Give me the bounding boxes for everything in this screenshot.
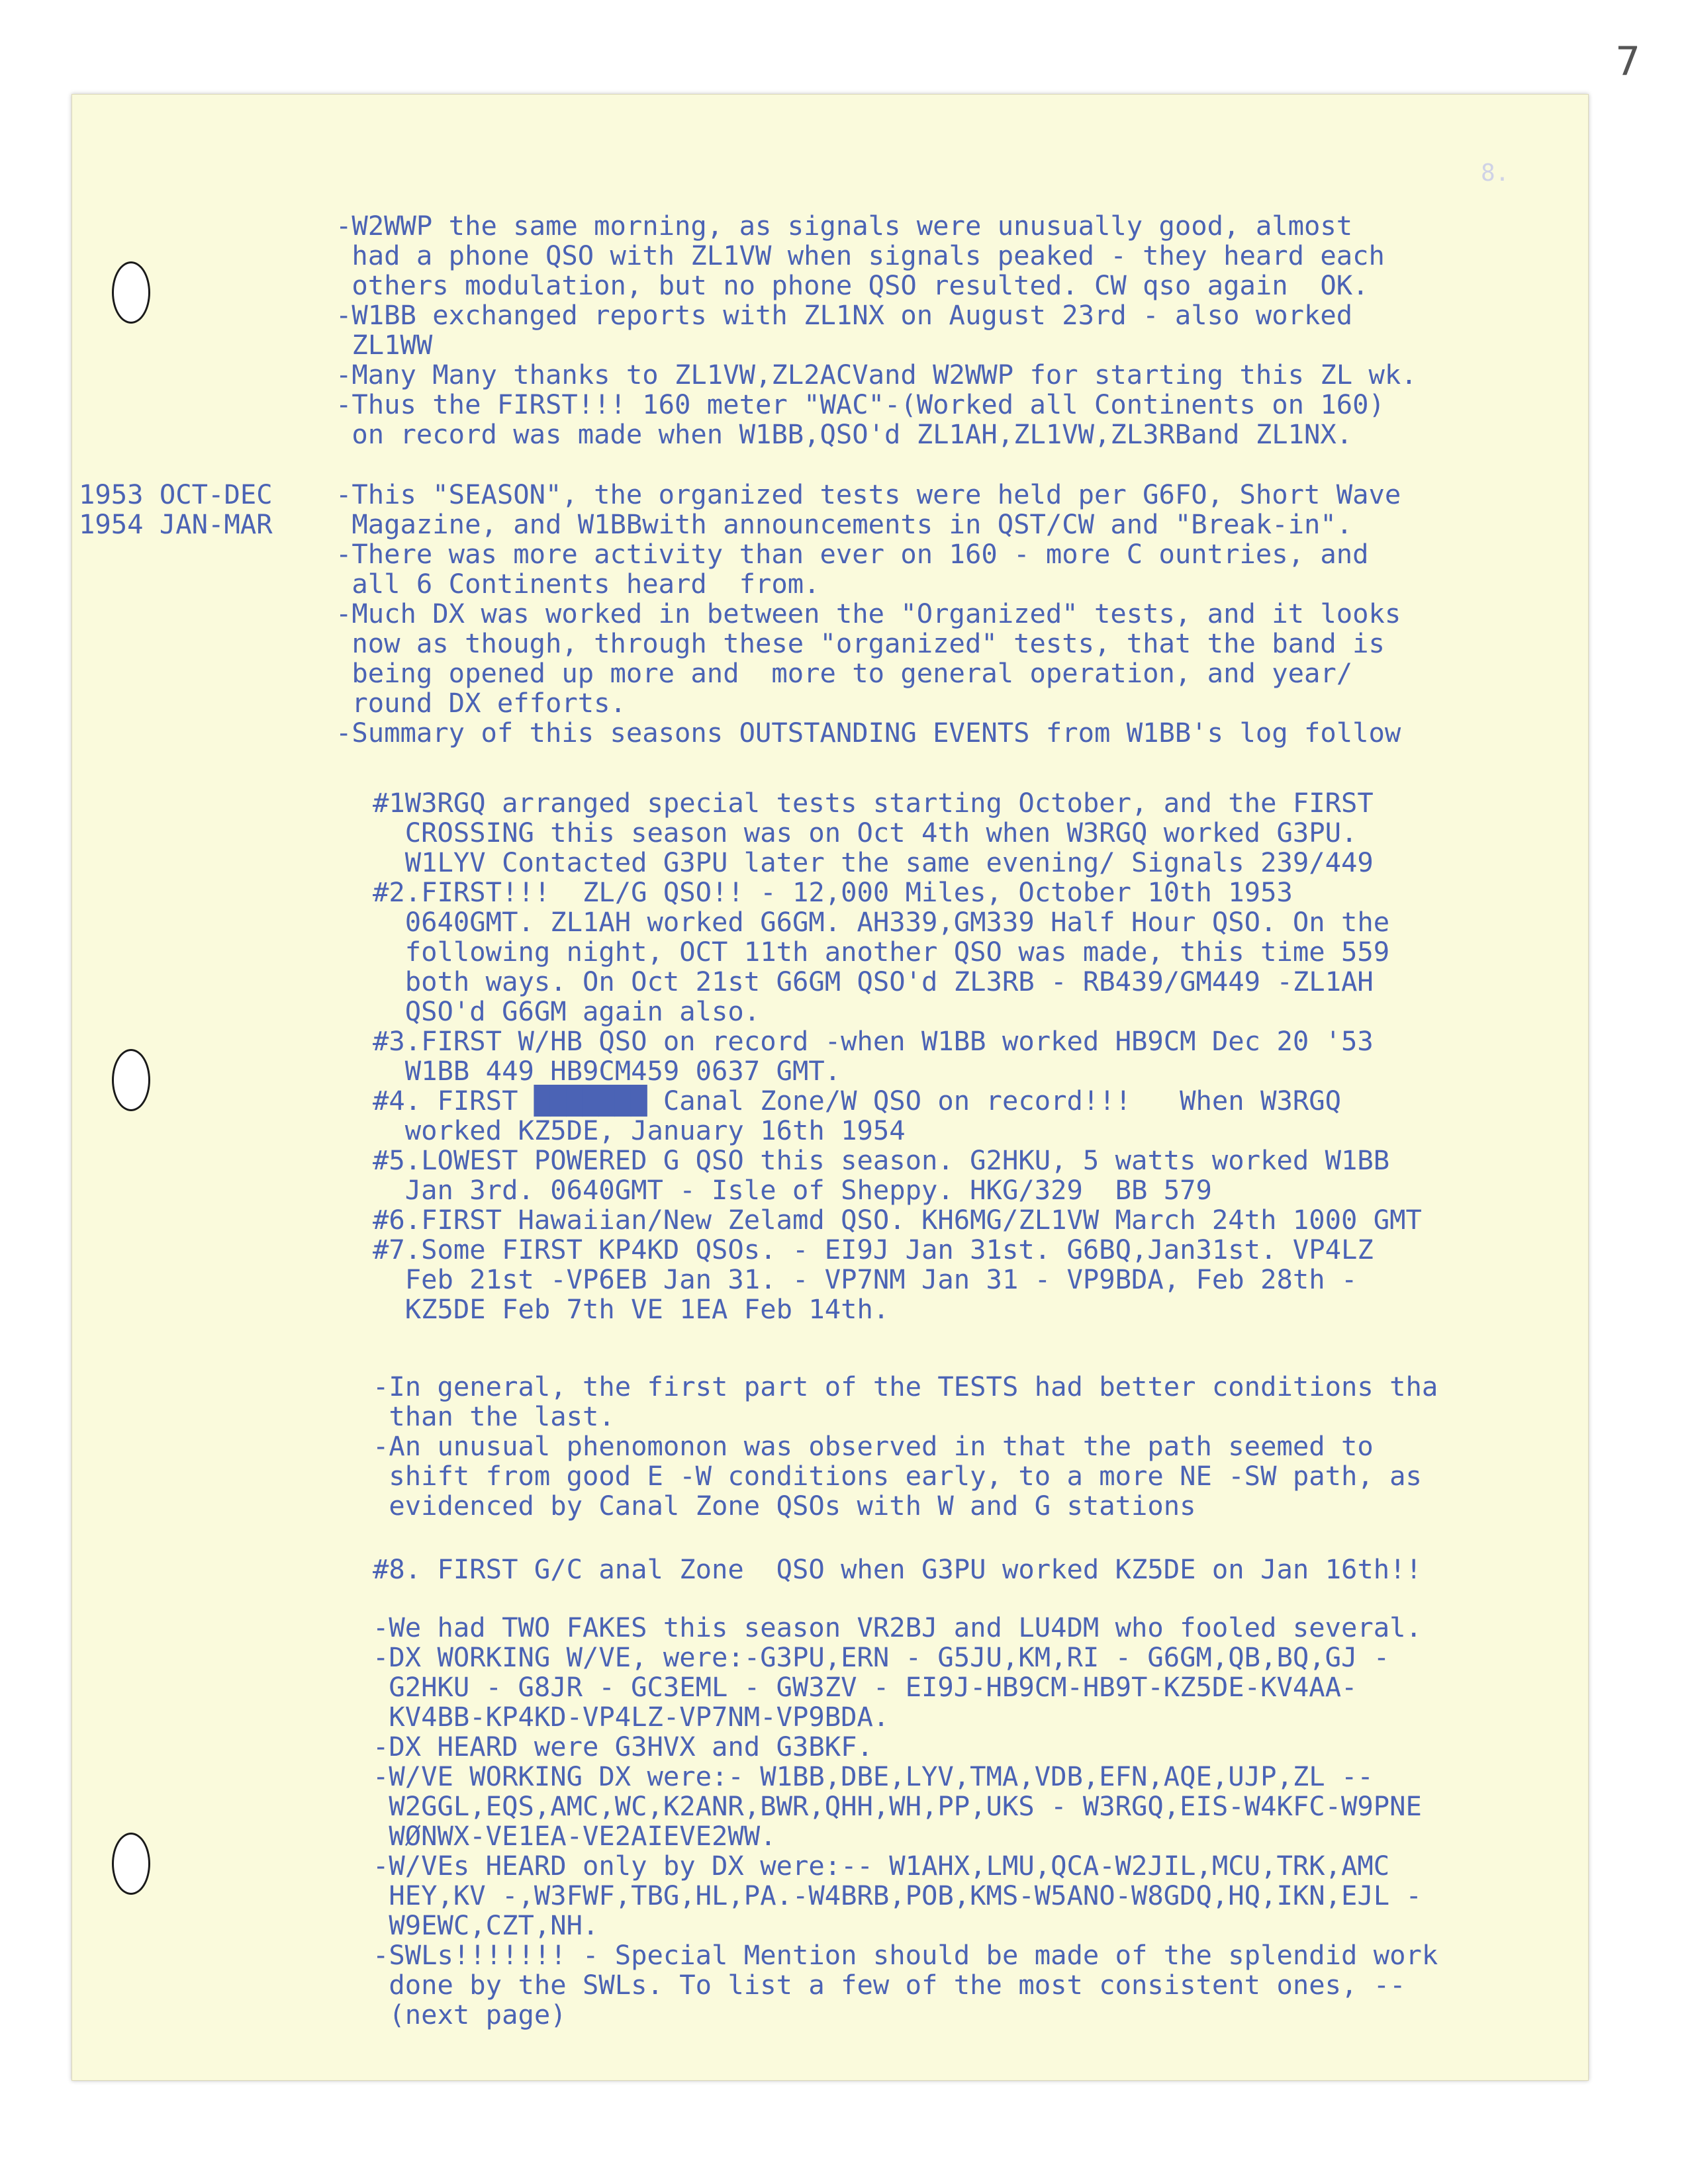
typed-line: -DX WORKING W/VE, were:-G3PU,ERN - G5JU,KM,RI - G6GM,QB,BQ,GJ - <box>373 1641 1390 1673</box>
typed-line: 0640GMT. ZL1AH worked G6GM. AH339,GM339 Half Hour QSO. On the <box>373 906 1390 938</box>
typed-line: Magazine, and W1BBwith announcements in QST/CW and "Break-in". <box>336 508 1353 540</box>
typed-line: -An unusual phenomonon was observed in that the path seemed to <box>373 1430 1374 1462</box>
typed-line: #1W3RGQ arranged special tests starting October, and the FIRST <box>373 787 1374 819</box>
typed-line: W2GGL,EQS,AMC,WC,K2ANR,BWR,QHH,WH,PP,UKS - W3RGQ,EIS-W4KFC-W9PNE <box>373 1790 1422 1822</box>
typed-line: both ways. On Oct 21st G6GM QSO'd ZL3RB - RB439/GM449 -ZL1AH <box>373 966 1374 997</box>
typed-line: #4. FIRST ███████ Canal Zone/W QSO on record!!! When W3RGQ <box>373 1085 1341 1116</box>
typed-line: #7.Some FIRST KP4KD QSOs. - EI9J Jan 31st. G6BQ,Jan31st. VP4LZ <box>373 1234 1374 1265</box>
typed-line: others modulation, but no phone QSO resulted. CW qso again OK. <box>336 269 1369 301</box>
typed-line: G2HKU - G8JR - GC3EML - GW3ZV - EI9J-HB9CM-HB9T-KZ5DE-KV4AA- <box>373 1671 1358 1703</box>
typed-line: all 6 Continents heard from. <box>336 568 820 600</box>
typed-line: -W1BB exchanged reports with ZL1NX on August 23rd - also worked <box>336 299 1353 331</box>
text-block-2 <box>336 480 1401 748</box>
typed-line: -DX HEARD were G3HVX and G3BKF. <box>373 1731 873 1762</box>
typed-line: being opened up more and more to general operation, and year/ <box>336 657 1353 689</box>
typed-page-number: 8. <box>1481 159 1510 187</box>
typed-line: W9EWC,CZT,NH. <box>373 1909 599 1941</box>
typed-text <box>72 95 1588 2080</box>
typed-line: -Many Many thanks to ZL1VW,ZL2ACVand W2WWP for starting this ZL wk. <box>336 359 1417 390</box>
typed-line: (next page) <box>373 1999 567 2030</box>
typed-line: KZ5DE Feb 7th VE 1EA Feb 14th. <box>373 1293 890 1325</box>
typed-line: on record was made when W1BB,QSO'd ZL1AH,ZL1VW,ZL3RBand ZL1NX. <box>336 418 1353 450</box>
typed-line: had a phone QSO with ZL1VW when signals peaked - they heard each <box>336 240 1385 271</box>
typed-line: HEY,KV -,W3FWF,TBG,HL,PA.-W4BRB,POB,KMS-W5ANO-W8GDQ,HQ,IKN,EJL - <box>373 1880 1422 1911</box>
typed-line: -W/VE WORKING DX were:- W1BB,DBE,LYV,TMA,VDB,EFN,AQE,UJP,ZL -- <box>373 1760 1374 1792</box>
typed-line: following night, OCT 11th another QSO was made, this time 559 <box>373 936 1390 968</box>
typed-line: CROSSING this season was on Oct 4th when W3RGQ worked G3PU. <box>373 817 1358 848</box>
typed-line: W1BB 449 HB9CM459 0637 GMT. <box>373 1055 841 1087</box>
typed-line: KV4BB-KP4KD-VP4LZ-VP7NM-VP9BDA. <box>373 1701 890 1733</box>
typed-line: #6.FIRST Hawaiian/New Zelamd QSO. KH6MG/ZL1VW March 24th 1000 GMT <box>373 1204 1422 1236</box>
typed-line: ZL1WW <box>336 329 433 361</box>
typed-line: WØNWX-VE1EA-VE2AIEVE2WW. <box>373 1820 776 1852</box>
typed-line: than the last. <box>373 1400 615 1432</box>
typed-line: QSO'd G6GM again also. <box>373 995 761 1027</box>
corner-page-number: 7 <box>1615 38 1641 85</box>
season-date-1953: 1953 OCT-DEC <box>79 478 273 510</box>
typed-line: round DX efforts. <box>336 687 626 719</box>
text-block-1 <box>336 211 1417 449</box>
typed-sheet <box>71 94 1589 2081</box>
season-date-1954: 1954 JAN-MAR <box>79 508 273 540</box>
typed-line: done by the SWLs. To list a few of the most consistent ones, -- <box>373 1969 1406 2001</box>
typed-line: -Thus the FIRST!!! 160 meter "WAC"-(Worked all Continents on 160) <box>336 388 1385 420</box>
typed-line: -In general, the first part of the TESTS had better conditions tha <box>373 1371 1438 1402</box>
typed-line: -There was more activity than ever on 160 - more C ountries, and <box>336 538 1369 570</box>
typed-line: -We had TWO FAKES this season VR2BJ and LU4DM who fooled several. <box>373 1612 1422 1643</box>
typed-line: -This "SEASON", the organized tests were held per G6FO, Short Wave <box>336 478 1401 510</box>
text-block-3 <box>373 788 1422 1324</box>
typed-line: #3.FIRST W/HB QSO on record -when W1BB worked HB9CM Dec 20 '53 <box>373 1025 1374 1057</box>
typed-line: #2.FIRST!!! ZL/G QSO!! - 12,000 Miles, October 10th 1953 <box>373 876 1293 908</box>
typed-line: shift from good E -W conditions early, to a more NE -SW path, as <box>373 1460 1422 1492</box>
typed-line: evidenced by Canal Zone QSOs with W and G stations <box>373 1490 1196 1522</box>
text-block-6 <box>373 1613 1438 2030</box>
typed-line: -Summary of this seasons OUTSTANDING EVENTS from W1BB's log follow <box>336 717 1401 749</box>
text-block-4 <box>373 1372 1438 1521</box>
typed-line: #8. FIRST G/C anal Zone QSO when G3PU worked KZ5DE on Jan 16th!! <box>373 1553 1422 1585</box>
typed-line: now as though, through these "organized" tests, that the band is <box>336 627 1385 659</box>
typed-line: -W2WWP the same morning, as signals were unusually good, almost <box>336 210 1353 242</box>
typed-line: #5.LOWEST POWERED G QSO this season. G2HKU, 5 watts worked W1BB <box>373 1144 1390 1176</box>
typed-line: Jan 3rd. 0640GMT - Isle of Sheppy. HKG/329 BB 579 <box>373 1174 1212 1206</box>
text-block-5 <box>373 1555 1422 1584</box>
typed-line: -SWLs!!!!!!! - Special Mention should be made of the splendid work <box>373 1939 1438 1971</box>
typed-line: -W/VEs HEARD only by DX were:-- W1AHX,LMU,QCA-W2JIL,MCU,TRK,AMC <box>373 1850 1390 1882</box>
typed-line: W1LYV Contacted G3PU later the same evening/ Signals 239/449 <box>373 846 1374 878</box>
typed-line: worked KZ5DE, January 16th 1954 <box>373 1115 906 1146</box>
typed-line: -Much DX was worked in between the "Organized" tests, and it looks <box>336 598 1401 629</box>
typed-line: Feb 21st -VP6EB Jan 31. - VP7NM Jan 31 - VP9BDA, Feb 28th - <box>373 1263 1358 1295</box>
